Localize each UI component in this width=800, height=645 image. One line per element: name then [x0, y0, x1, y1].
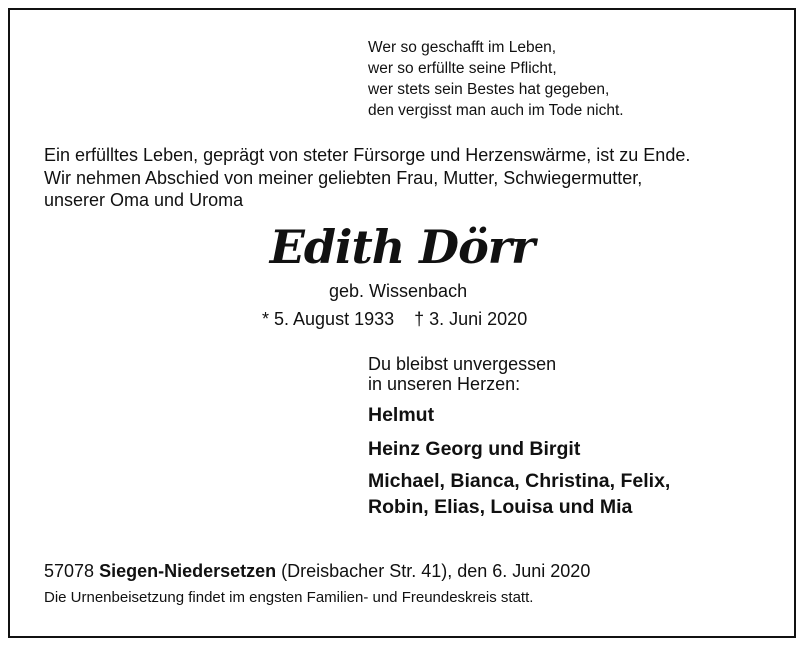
- farewell-line: Du bleibst unvergessen: [368, 354, 557, 374]
- poem-line: den vergisst man auch im Tode nicht.: [368, 102, 624, 119]
- birth-name: geb. Wissenbach: [329, 281, 468, 301]
- intro-line: Ein erfülltes Leben, geprägt von steter Fürsorge und Herzenswärme, ist zu Ende.: [44, 145, 691, 165]
- postcode: 57078: [44, 561, 95, 581]
- memorial-poem: [368, 37, 624, 121]
- family-grandchildren: [368, 468, 670, 520]
- place-date: [44, 561, 590, 582]
- farewell-line: in unseren Herzen:: [368, 374, 521, 394]
- burial-note: Die Urnenbeisetzung findet im engsten Familien- und Freundeskreis statt.: [44, 589, 534, 606]
- address-date: (Dreisbacher Str. 41), den 6. Juni 2020: [281, 561, 591, 581]
- city: Siegen-Niedersetzen: [99, 561, 277, 581]
- farewell-text: [368, 354, 556, 394]
- grandchildren-line: Michael, Bianca, Christina, Felix,: [368, 470, 671, 492]
- birth-date: * 5. August 1933: [262, 309, 395, 329]
- family-children: Heinz Georg und Birgit: [368, 438, 581, 460]
- intro-line: Wir nehmen Abschied von meiner geliebten Frau, Mutter, Schwiegermutter,: [44, 167, 643, 188]
- grandchildren-line: Robin, Elias, Louisa und Mia: [368, 496, 633, 518]
- poem-line: wer stets sein Bestes hat gegeben,: [368, 81, 610, 98]
- life-dates: [262, 309, 527, 330]
- intro-line: unserer Oma und Uroma: [44, 190, 244, 210]
- deceased-name: Edith Dörr: [269, 220, 535, 274]
- family-husband: Helmut: [368, 404, 435, 426]
- death-date: † 3. Juni 2020: [414, 309, 528, 329]
- intro-text: [44, 144, 690, 212]
- poem-line: Wer so geschafft im Leben,: [368, 39, 557, 56]
- poem-line: wer so erfüllte seine Pflicht,: [368, 60, 557, 77]
